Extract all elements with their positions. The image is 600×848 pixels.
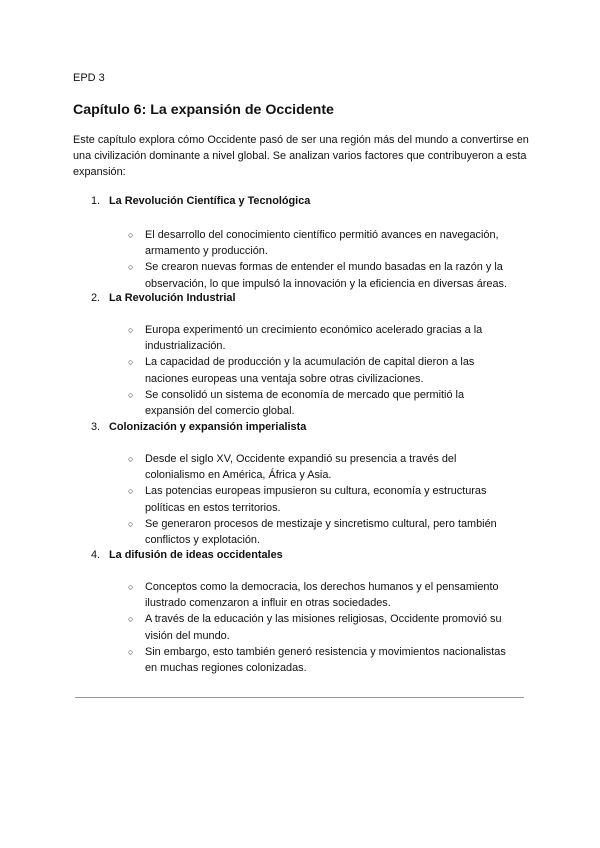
bullet-circle-icon: ○ [128, 454, 134, 464]
list-item [73, 644, 511, 676]
bullet-list [73, 322, 533, 419]
section-title: La difusión de ideas occidentales [109, 549, 283, 561]
list-item [73, 516, 511, 548]
bullet-circle-icon: ○ [128, 325, 134, 335]
section-heading [73, 193, 533, 209]
section-4 [73, 547, 533, 676]
list-item [73, 322, 511, 354]
list-item [73, 354, 511, 386]
bullet-text: El desarrollo del conocimiento científico permitió avances en navegación, armamento y producción. [145, 229, 499, 258]
bullet-list [73, 579, 533, 676]
bullet-circle-icon: ○ [128, 389, 134, 400]
bullet-circle-icon: ○ [128, 486, 134, 497]
list-item [73, 451, 511, 483]
bullet-circle-icon: ○ [128, 614, 134, 625]
section-2 [73, 290, 533, 419]
intro-paragraph: Este capítulo explora cómo Occidente pasó de ser una región más del mundo a convertirse en una civilización dominante a nivel global. Se analizan varios factores que contribuyeron a esta expansión: [73, 134, 529, 179]
bullet-circle-icon: ○ [128, 262, 134, 273]
section-title: La Revolución Científica y Tecnológica [109, 195, 311, 207]
bullet-circle-icon: ○ [128, 357, 134, 368]
bullet-text: Se generaron procesos de mestizaje y sincretismo cultural, pero también conflictos y explotación. [145, 517, 497, 547]
bullet-list [73, 451, 533, 548]
bullet-circle-icon: ○ [128, 646, 134, 657]
section-title: Colonización y expansión imperialista [109, 421, 307, 433]
bullet-text: A través de la educación y las misiones religiosas, Occidente promovió su visión del mundo. [145, 613, 502, 642]
chapter-title: Capítulo 6: La expansión de Occidente [73, 102, 334, 118]
bullet-text: Europa experimentó un crecimiento económico acelerado gracias a la industrialización. [145, 324, 483, 353]
list-item [73, 579, 511, 611]
bullet-circle-icon: ○ [128, 230, 134, 240]
horizontal-divider [75, 697, 524, 698]
section-number: 4. [91, 549, 101, 561]
section-1 [73, 193, 533, 292]
bullet-text: Se consolidó un sistema de economía de mercado que permitió la expansión del comercio global. [145, 388, 465, 418]
list-item [73, 259, 511, 291]
section-number: 2. [91, 292, 101, 304]
bullet-list [73, 227, 533, 292]
section-heading [73, 547, 533, 563]
bullet-text: Conceptos como la democracia, los derechos humanos y el pensamiento ilustrado comenzaron a influir en otras sociedades. [145, 581, 499, 610]
list-item [73, 227, 511, 259]
section-3 [73, 419, 533, 548]
document-label: EPD 3 [73, 72, 105, 84]
bullet-text: Sin embargo, esto también generó resistencia y movimientos nacionalistas en muchas regiones colonizadas. [145, 645, 506, 675]
section-number: 1. [91, 195, 101, 207]
section-number: 3. [91, 421, 101, 433]
section-heading [73, 290, 533, 306]
list-item [73, 611, 511, 643]
bullet-text: Desde el siglo XV, Occidente expandió su presencia a través del colonialismo en América, África y Asia. [145, 453, 457, 482]
list-item [73, 387, 511, 419]
list-item [73, 483, 511, 515]
bullet-circle-icon: ○ [128, 582, 134, 592]
section-title: La Revolución Industrial [109, 292, 236, 304]
bullet-text: Se crearon nuevas formas de entender el mundo basadas en la razón y la observación, lo que impulsó la innovación y la eficiencia en diversas áreas. [145, 261, 508, 290]
section-heading [73, 419, 533, 435]
bullet-text: Las potencias europeas impusieron su cultura, economía y estructuras políticas en estos territorios. [145, 485, 487, 514]
bullet-text: La capacidad de producción y la acumulación de capital dieron a las naciones europeas una ventaja sobre otras civilizaciones. [145, 356, 475, 385]
bullet-circle-icon: ○ [128, 518, 134, 529]
